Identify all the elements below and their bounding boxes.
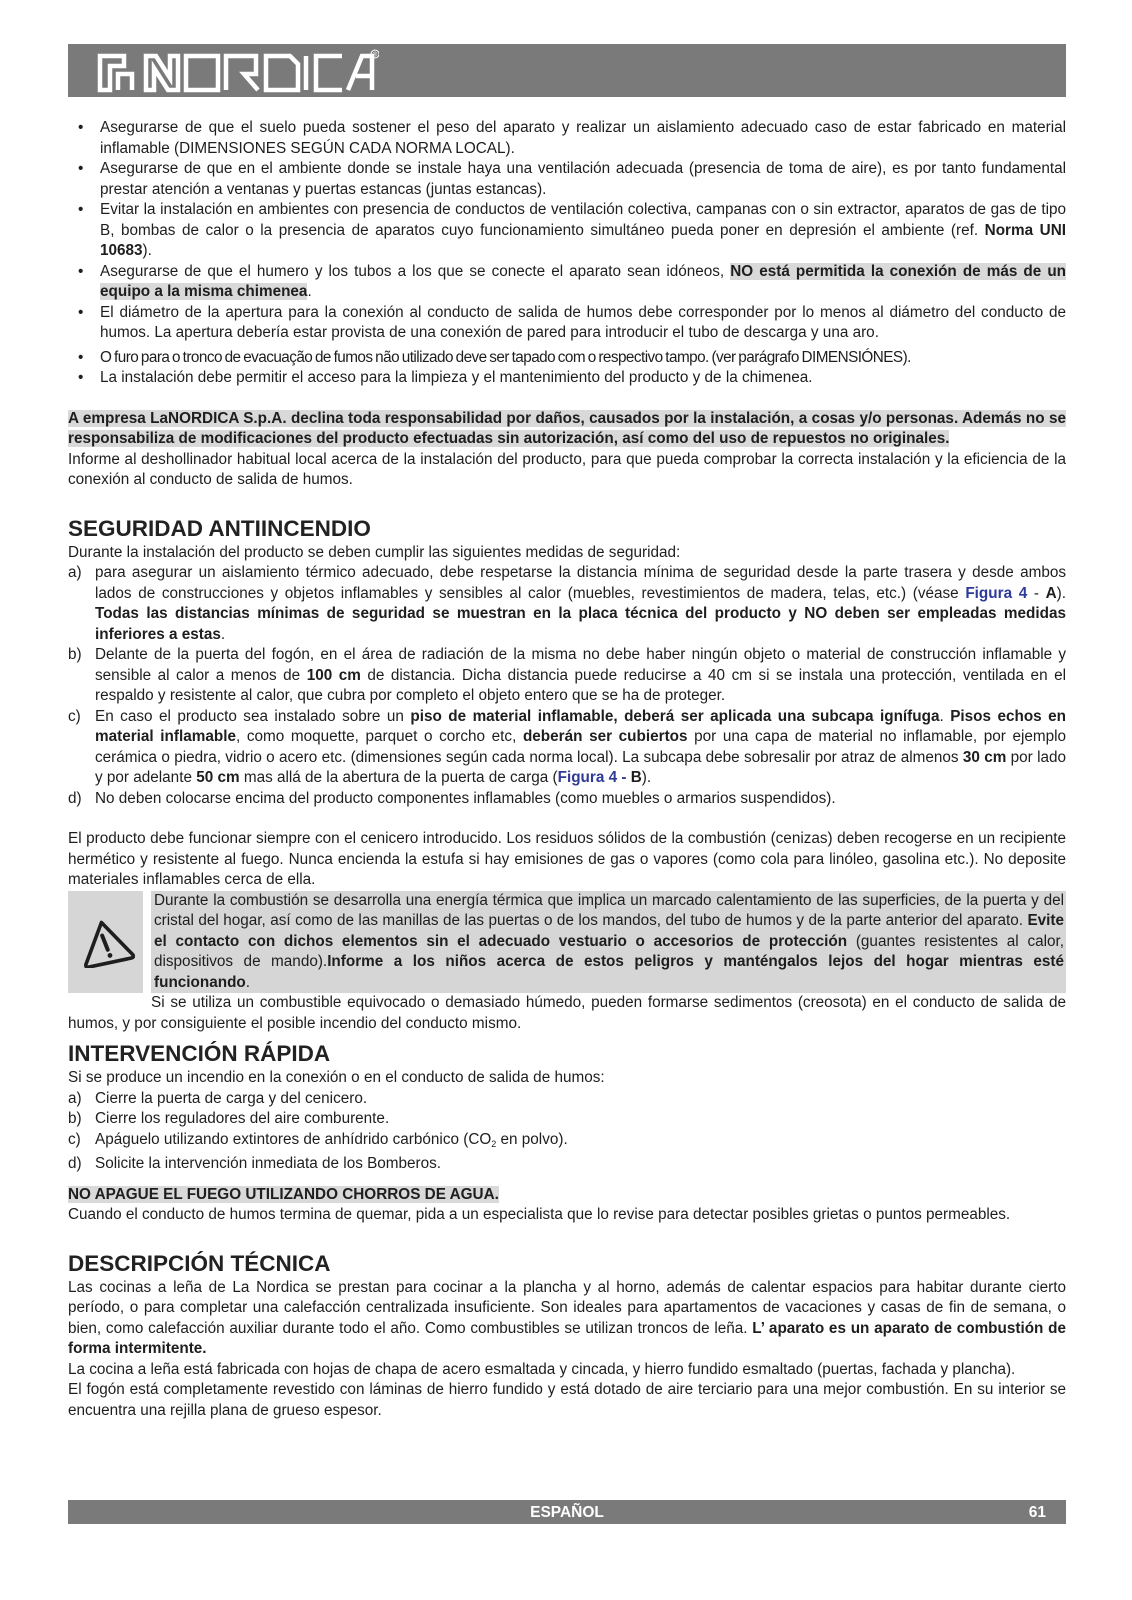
list-item: d) No deben colocarse encima del producto componentes inflamables (como muebles o armarios suspendidos). (68, 789, 836, 807)
no-water-warning: NO APAGUE EL FUEGO UTILIZANDO CHORROS DE AGUA. (68, 1185, 499, 1203)
footer-language: ESPAÑOL (530, 1504, 604, 1521)
installation-bullets (68, 118, 1066, 389)
list-item: c) Apáguelo utilizando extintores de anhídrido carbónico ($CO_2$ en polvo). (68, 1130, 568, 1149)
quick-action-list (68, 1089, 1066, 1175)
list-item: • Evitar la instalación en ambientes con presencia de conductos de ventilación colectiva, campanas con o sin extractor, aparatos de gas de tipo B, bombas de calor o la presencia de aparatos cuyo funcionamiento simultáneo pueda poner en depresión el ambiente (ref. Norma UNI 10683). (68, 200, 1066, 262)
technical-paragraph: El fogón está completamente revestido con láminas de hierro fundido y está dotado de aire terciario para una mejor combustión. En su interior se encuentra una rejilla plana de grueso espesor. (68, 1381, 1066, 1419)
quick-action-intro: Si se produce un incendio en la conexión o en el conducto de salida de humos: (68, 1069, 605, 1086)
responsibility-notice: A empresa LaNORDICA S.p.A. declina toda responsabilidad por daños, causados por la instalación, a cosas y/o personas. Además no se responsabiliza de modificaciones del producto efectuadas sin autorización, así como del uso de repuestos no originales. (68, 409, 1066, 447)
list-item: • El diámetro de la apertura para la conexión al conducto de salida de humos debe corresponder por lo menos al diámetro del conducto de humos. La apertura debería estar provista de una conexión de pared para introducir el tubo de descarga y una aro. (68, 303, 1066, 344)
warning-box (68, 891, 1066, 994)
header-bar (68, 44, 1066, 97)
nordica-logo (94, 48, 379, 94)
technical-paragraph: La cocina a leña está fabricada con hojas de chapa de acero esmaltada y cincada, y hierro fundido esmaltado (puertas, fachada y plancha). (68, 1360, 1016, 1378)
creosote-paragraph: Si se utiliza un combustible equivocado o demasiado húmedo, pueden formarse sedimentos (creosota) en el conducto de salida de humos, y por consiguiente el posible incendio del conducto mismo. (68, 994, 1066, 1032)
chimney-sweep-note: Informe al deshollinador habitual local acerca de la instalación del producto, para que pueda comprobar la correcta instalación y la eficiencia de la conexión al conducto de salida de humos. (68, 450, 1066, 488)
list-item: c) En caso el producto sea instalado sobre un piso de material inflamable, deberá ser aplicada una subcapa ignífuga. Pisos echos en material inflamable, como moquette, parquet o corcho etc, deberán ser cubiertos por una capa de material no inflamable, por ejemplo cerámica o piedra, vidrio o acero etc. (dimensiones según cada norma local). La subcapa debe sobresalir por atraz de almenos 30 cm por lado y por adelante 50 cm mas allá de la abertura de la puerta de carga (Figura 4 - B). (68, 707, 1067, 786)
list-item: a) Cierre la puerta de carga y del cenicero. (68, 1089, 368, 1107)
list-item: • Asegurarse de que el humero y los tubos a los que se conecte el aparato sean idóneos, NO está permitida la conexión de más de un equipo a la misma chimenea. (68, 262, 1066, 303)
list-item: b) Delante de la puerta del fogón, en el área de radiación de la misma no debe haber ningún objeto o material de construcción inflamable y sensible al calor a menos de 100 cm de distancia. Dicha distancia puede reducirse a 40 cm si se instala una protección, ventilada en el respaldo y resistente al calor, que cubra por completo el objeto entero que se ha de proteger. (68, 646, 1066, 704)
list-item: d) Solicite la intervención inmediata de los Bomberos. (68, 1155, 442, 1172)
section-title-technical: DESCRIPCIÓN TÉCNICA (68, 1250, 331, 1276)
list-item: a) para asegurar un aislamiento térmico adecuado, debe respetarse la distancia mínima de seguridad desde la parte trasera y desde ambos lados de construcciones y objetos inflamables y sensibles al calor (muebles, revestimientos de madera, telas, etc.) (véase Figura 4 - A). Todas las distancias mínimas de seguridad se muestran en la placa técnica del producto y NO deben ser empleadas medidas inferiores a estas. (68, 564, 1066, 643)
warning-text: Durante la combustión se desarrolla una energía térmica que implica un marcado calentamiento de las superficies, de la puerta y del cristal del hogar, así como de las manillas de las puertas o de los mandos, del tubo de humos y de la parte anterior del aparato. Evite el contacto con dichos elementos sin el adecuado vestuario o accesorios de protección (guantes resistentes al calor, dispositivos de mando).Informe a los niños acerca de estos peligros y manténgalos lejos del hogar mientras esté funcionando. (151, 891, 1066, 994)
section-title-quick-action: INTERVENCIÓN RÁPIDA (68, 1041, 331, 1066)
figure-reference: Figura 4 (965, 584, 1028, 602)
page-content (68, 118, 1066, 1421)
footer-bar (68, 1500, 1066, 1524)
warning-icon-box (68, 891, 143, 994)
list-item: • La instalación debe permitir el acceso para la limpieza y el mantenimiento del producto y de la chimenea. (68, 368, 1066, 389)
page-number: 61 (1028, 1504, 1046, 1521)
list-item: • Asegurarse de que en el ambiente donde se instale haya una ventilación adecuada (presencia de toma de aire), es por tanto fundamental prestar atención a ventanas y puertas estancas (juntas estancas). (68, 159, 1066, 200)
figure-reference: Figura 4 - (557, 769, 627, 786)
technical-paragraph: Las cocinas a leña de La Nordica se prestan para cocinar a la plancha y al horno, además de calentar espacios para habitar durante cierto período, o para completar una calefacción centralizada insuficiente. Son ideales para apartamentos de vacaciones y casas de fin de semana, o bien, como calefacción auxiliar durante todo el año. Como combustibles se utilizan troncos de leña. L’ aparato es un aparato de combustión de forma intermitente. (68, 1278, 1067, 1357)
fire-safety-intro: Durante la instalación del producto se deben cumplir las siguientes medidas de seguridad: (68, 543, 681, 561)
highlighted-warning: NO está permitida la conexión de más de un equipo a la misma chimenea (100, 262, 1067, 300)
warning-triangle-icon (77, 916, 135, 968)
list-item: • Asegurarse de que el suelo pueda sostener el peso del aparato y realizar un aislamiento adecuado caso de estar fabricado en material inflamable (DIMENSIONES SEGÚN CADA NORMA LOCAL). (68, 118, 1066, 159)
ashpan-paragraph: El producto debe funcionar siempre con el cenicero introducido. Los residuos sólidos de la combustión (cenizas) deben recogerse en un recipiente hermético y resistente al fuego. Nunca encienda la estufa si hay emisiones de gas o vapores (como cola para linóleo, gasolina etc.). No deposite materiales inflamables cerca de ella. (68, 830, 1066, 888)
after-fire-paragraph: Cuando el conducto de humos termina de quemar, pida a un especialista que lo revise para detectar posibles grietas o puntos permeables. (68, 1206, 1011, 1223)
fire-safety-list (68, 563, 1066, 809)
section-title-fire-safety: SEGURIDAD ANTIINCENDIO (68, 515, 371, 541)
list-item: • O furo para o tronco de evacuação de fumos não utilizado deve ser tapado com o respectivo tampo. (ver parágrafo DIMENSIÓNES). (68, 348, 1066, 369)
svg-text:®: ® (372, 52, 378, 59)
list-item: b) Cierre los reguladores del aire comburente. (68, 1110, 390, 1127)
